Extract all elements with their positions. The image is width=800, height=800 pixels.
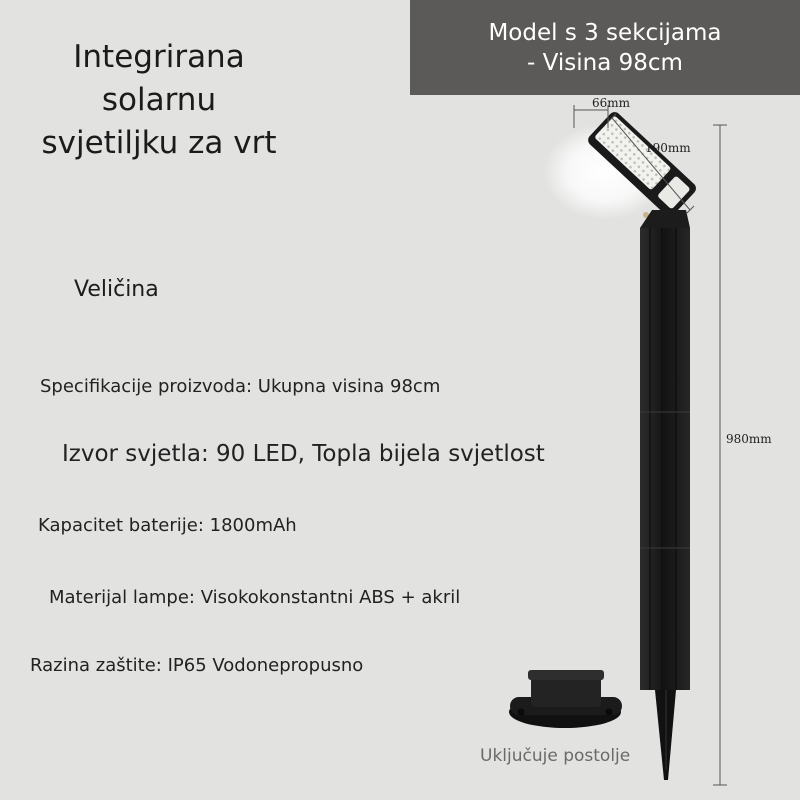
height-dimension-label: 980mm xyxy=(726,432,772,446)
spec-light-source: Izvor svjetla: 90 LED, Topla bijela svjetlost xyxy=(62,441,545,467)
product-title: Integrirana solarnu svjetiljku za vrt xyxy=(41,39,277,161)
head-length-dimension-label: 190mm xyxy=(645,141,691,155)
model-banner: Model s 3 sekcijama - Visina 98cm xyxy=(410,0,800,95)
base-included-caption: Uključuje postolje xyxy=(480,746,631,766)
size-heading: Veličina xyxy=(74,277,159,302)
spec-material: Materijal lampe: Visokokonstantni ABS + akril xyxy=(49,587,461,608)
spec-height: Specifikacije proizvoda: Ukupna visina 98cm xyxy=(40,376,441,397)
height-dimension-line xyxy=(713,125,727,785)
spec-protection: Razina zaštite: IP65 Vodonepropusno xyxy=(30,655,364,676)
lamp-pole xyxy=(640,228,690,690)
base-plate-illustration xyxy=(509,670,622,728)
width-dimension-label: 66mm xyxy=(592,96,631,110)
spec-battery: Kapacitet baterije: 1800mAh xyxy=(38,515,297,536)
